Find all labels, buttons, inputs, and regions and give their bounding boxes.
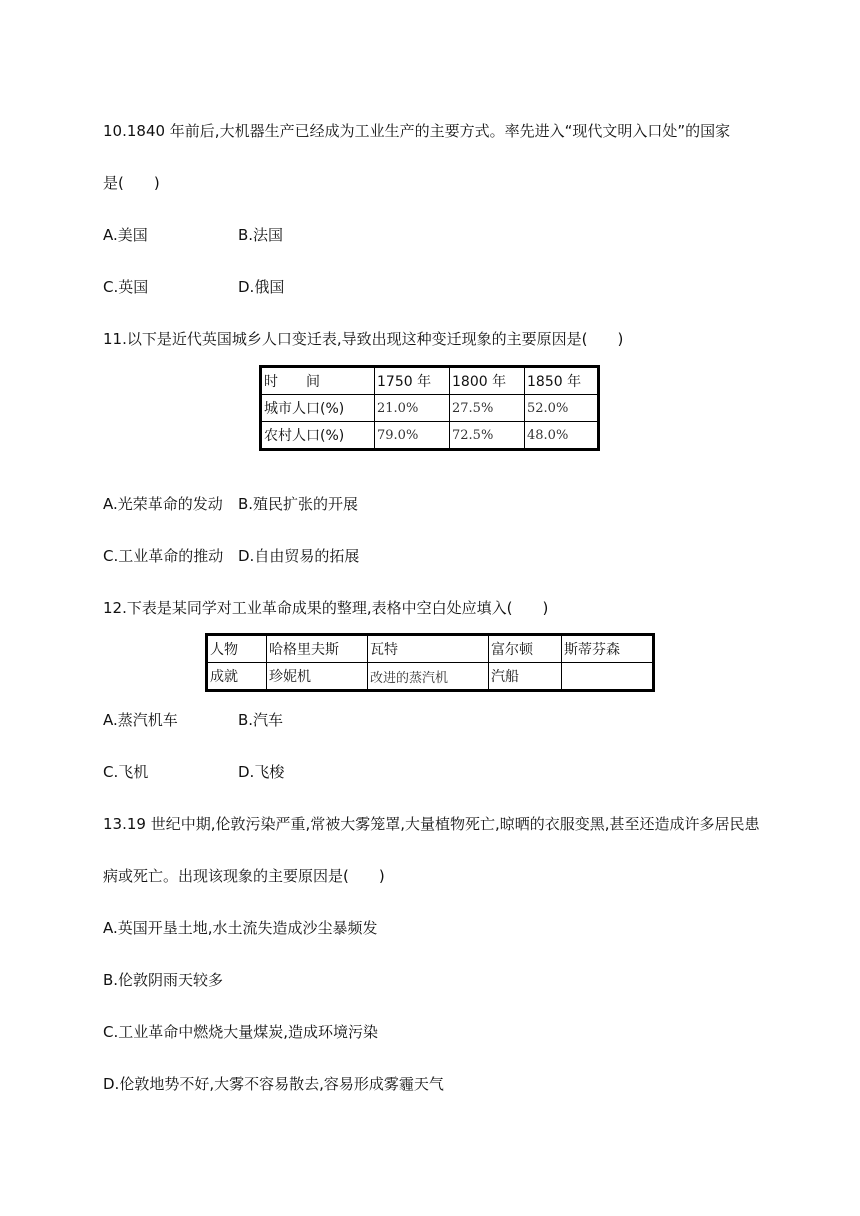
table-cell: 72.5% (450, 422, 525, 450)
table-row (207, 663, 654, 691)
table-cell: 农村人口(%) (261, 422, 375, 450)
table-cell: 48.0% (525, 422, 599, 450)
q10-option-d: D.俄国 (238, 278, 285, 296)
table-row (261, 367, 599, 395)
q12-option-d: D.飞梭 (238, 763, 285, 781)
table-cell-blank (562, 663, 654, 691)
table-cell: 27.5% (450, 395, 525, 422)
q11-population-table (259, 365, 600, 451)
table-cell: 人物 (207, 635, 267, 663)
table-row (207, 635, 654, 663)
q10-option-c: C.英国 (103, 278, 149, 296)
q12-achievement-table (205, 633, 655, 692)
table-header-cell: 1850 年 (525, 367, 599, 395)
table-header-cell: 1800 年 (450, 367, 525, 395)
table-cell: 富尔顿 (489, 635, 562, 663)
q11-option-c: C.工业革命的推动 (103, 547, 224, 565)
table-cell: 斯蒂芬森 (562, 635, 654, 663)
table-cell: 21.0% (375, 395, 450, 422)
q12-option-b: B.汽车 (238, 711, 284, 729)
q11-stem: 11.以下是近代英国城乡人口变迁表,导致出现这种变迁现象的主要原因是( ) (103, 330, 624, 348)
q10-stem-line2: 是( ) (103, 174, 160, 192)
q12-option-c: C.飞机 (103, 763, 149, 781)
table-row (261, 395, 599, 422)
q13-option-c: C.工业革命中燃烧大量煤炭,造成环境污染 (103, 1023, 379, 1041)
table-cell: 城市人口(%) (261, 395, 375, 422)
table-cell: 52.0% (525, 395, 599, 422)
q10-option-b: B.法国 (238, 226, 284, 244)
table-cell: 成就 (207, 663, 267, 691)
table-header-cell: 1750 年 (375, 367, 450, 395)
q12-option-a: A.蒸汽机车 (103, 711, 178, 729)
q13-stem-line1: 13.19 世纪中期,伦敦污染严重,常被大雾笼罩,大量植物死亡,晾晒的衣服变黑,甚至还造成许多居民患 (103, 815, 760, 833)
table-cell: 79.0% (375, 422, 450, 450)
q10-stem-line1: 10.1840 年前后,大机器生产已经成为工业生产的主要方式。率先进入“现代文明入口处”的国家 (103, 122, 731, 140)
q10-option-a: A.美国 (103, 226, 148, 244)
q13-option-d: D.伦敦地势不好,大雾不容易散去,容易形成雾霾天气 (103, 1075, 444, 1093)
q13-option-b: B.伦敦阴雨天较多 (103, 971, 224, 989)
table-header-cell: 时 间 (261, 367, 375, 395)
table-cell: 哈格里夫斯 (267, 635, 368, 663)
table-row (261, 422, 599, 450)
table-cell: 改进的蒸汽机 (368, 663, 489, 691)
q12-stem: 12.下表是某同学对工业革命成果的整理,表格中空白处应填入( ) (103, 599, 549, 617)
q11-option-d: D.自由贸易的拓展 (238, 547, 360, 565)
q11-option-b: B.殖民扩张的开展 (238, 495, 359, 513)
q11-option-a: A.光荣革命的发动 (103, 495, 223, 513)
table-cell: 汽船 (489, 663, 562, 691)
table-cell: 瓦特 (368, 635, 489, 663)
q13-stem-line2: 病或死亡。出现该现象的主要原因是( ) (103, 867, 385, 885)
table-cell: 珍妮机 (267, 663, 368, 691)
q13-option-a: A.英国开垦土地,水土流失造成沙尘暴频发 (103, 919, 378, 937)
